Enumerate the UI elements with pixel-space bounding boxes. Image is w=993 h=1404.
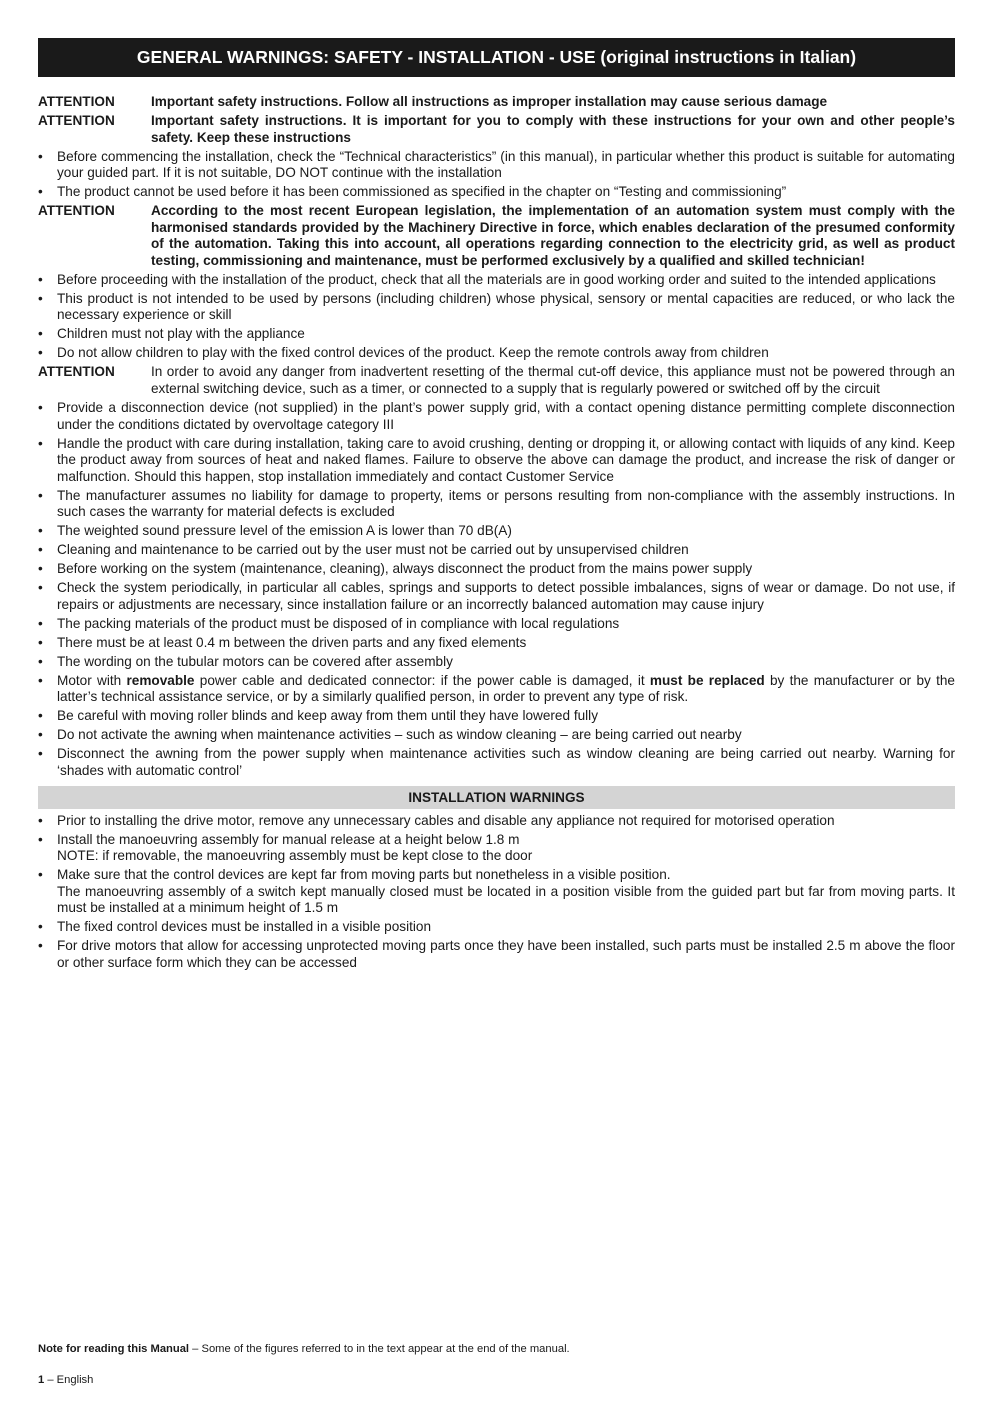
warning-item: [38, 580, 955, 613]
installation-item: [38, 867, 955, 917]
page-language: – English: [44, 1374, 94, 1386]
warning-text: [57, 673, 955, 706]
warning-item: [38, 345, 955, 362]
bullet-icon: •: [38, 653, 43, 669]
bullet-icon: •: [38, 561, 43, 577]
bullet-icon: •: [38, 812, 43, 828]
warning-item: [38, 635, 955, 652]
warning-item: [38, 727, 955, 744]
attention-block: [38, 364, 955, 397]
bullet-icon: •: [38, 400, 43, 415]
bullet-icon: •: [38, 523, 43, 539]
attention-block: [38, 203, 955, 269]
warning-text: Be careful with moving roller blinds and keep away from them until they have lowered fully: [57, 708, 598, 724]
bullet-icon: •: [38, 487, 43, 503]
bullet-icon: •: [38, 271, 43, 287]
installation-warnings-list: [38, 813, 955, 972]
bullet-icon: •: [38, 435, 43, 451]
emphasis-text: removable: [126, 672, 195, 688]
warning-text: Do not allow children to play with the fixed control devices of the product. Keep the remote controls away from children: [57, 345, 769, 361]
warning-text: Before proceeding with the installation of the product, check that all the materials are in good working order and suited to the intended applications: [57, 271, 936, 287]
installation-item: [38, 938, 955, 971]
warning-text: Handle the product with care during installation, taking care to avoid crushing, denting or dropping it, or allowing contact with liquids of any kind. Keep the product away from sources of heat and naked flames. Failure to observe the above can damage the product, and increase the risk of danger or malfunction. Should this happen, stop installation immediately and contact Customer Service: [57, 435, 955, 484]
installation-text-line: The manoeuvring assembly of a switch kept manually closed must be located in a position visible from the guided part but far from moving parts. It must be installed at a minimum height of 1.5 m: [57, 883, 955, 916]
warning-item: [38, 488, 955, 521]
general-warnings: [38, 94, 955, 971]
warning-text: The product cannot be used before it has been commissioned as specified in the chapter on “Testing and commissioning”: [57, 184, 787, 200]
bullet-icon: •: [38, 290, 43, 306]
page-number: 1: [38, 1374, 45, 1386]
warning-text: There must be at least 0.4 m between the driven parts and any fixed elements: [57, 634, 527, 650]
attention-label: ATTENTION: [38, 364, 115, 380]
document-page: [38, 38, 955, 974]
attention-text: Important safety instructions. It is important for you to comply with these instructions for your own and other people’s safety. Keep these instructions: [151, 112, 955, 145]
installation-text: [57, 832, 955, 865]
attention-label: ATTENTION: [38, 203, 115, 219]
installation-item: [38, 832, 955, 865]
bullet-icon: •: [38, 634, 43, 650]
warning-text: This product is not intended to be used by persons (including children) whose physical, sensory or mental capacities are reduced, or who lack the necessary experience or skill: [57, 290, 955, 323]
installation-warnings-heading: INSTALLATION WARNINGS: [38, 786, 955, 809]
warning-item: [38, 400, 955, 433]
bullet-icon: •: [38, 326, 43, 342]
attention-block: [38, 94, 955, 111]
warning-item: [38, 746, 955, 779]
warning-text-part: Motor with: [57, 672, 127, 688]
bullet-icon: •: [38, 672, 43, 688]
warning-text: Before working on the system (maintenance, cleaning), always disconnect the product from the mains power supply: [57, 561, 753, 577]
bullet-icon: •: [38, 727, 43, 743]
attention-label: ATTENTION: [38, 94, 115, 109]
warning-item: [38, 673, 955, 706]
attention-text: According to the most recent European legislation, the implementation of an automation system must comply with the harmonised standards provided by the Machinery Directive in force, which enables declaration of the presumed conformity of the automation. Taking this into account, all operations regarding connection to the electricity grid, as well as product testing, commissioning and maintenance, must be performed exclusively by a qualified and skilled technician!: [151, 203, 955, 268]
bullet-icon: •: [38, 919, 43, 935]
warning-text-part: power cable and dedicated connector: if the power cable is damaged, it: [194, 672, 650, 688]
installation-item: [38, 813, 955, 830]
bullet-icon: •: [38, 938, 43, 954]
warning-text: Check the system periodically, in particular all cables, springs and supports to detect possible imbalances, signs of wear or damage. Do not use, if repairs or adjustments are necessary, since installation failure or an incorrectly balanced automation may cause injury: [57, 580, 955, 612]
warning-text: The wording on the tubular motors can be covered after assembly: [57, 653, 453, 669]
installation-item: [38, 919, 955, 936]
attention-text: Important safety instructions. Follow all instructions as improper installation may cause serious damage: [151, 94, 828, 109]
page-footer: [38, 1374, 93, 1386]
installation-text: [57, 813, 955, 830]
installation-text: [57, 867, 955, 917]
page-title: GENERAL WARNINGS: SAFETY - INSTALLATION - USE (original instructions in Italian): [38, 38, 955, 77]
installation-text-line: Prior to installing the drive motor, remove any unnecessary cables and disable any appliance not required for motorised operation: [57, 812, 835, 828]
reading-note-label: Note for reading this Manual: [38, 1343, 190, 1355]
installation-text-line: For drive motors that allow for accessing unprotected moving parts once they have been installed, such parts must be installed 2.5 m above the floor or other surface form which they can be accessed: [57, 938, 955, 970]
warning-text: The weighted sound pressure level of the emission A is lower than 70 dB(A): [57, 523, 512, 539]
general-warnings-list: [38, 94, 955, 780]
attention-block: [38, 113, 955, 146]
warning-item: [38, 616, 955, 633]
installation-text-line: The fixed control devices must be installed in a visible position: [57, 919, 432, 935]
warning-text: The manufacturer assumes no liability for damage to property, items or persons resulting from non-compliance with the assembly instructions. In such cases the warranty for material defects is excluded: [57, 487, 955, 520]
bullet-icon: •: [38, 148, 43, 164]
warning-item: [38, 326, 955, 343]
installation-text: [57, 938, 955, 971]
bullet-icon: •: [38, 580, 43, 596]
warning-item: [38, 542, 955, 559]
reading-note-text: – Some of the figures referred to in the text appear at the end of the manual.: [189, 1343, 570, 1355]
reading-note: [38, 1343, 570, 1355]
warning-text: Disconnect the awning from the power supply when maintenance activities such as window cleaning are being carried out nearby. Warning for ‘shades with automatic control’: [57, 746, 955, 778]
installation-text-line: Make sure that the control devices are kept far from moving parts but nonetheless in a visible position.: [57, 867, 671, 883]
attention-text: In order to avoid any danger from inadvertent resetting of the thermal cut-off device, this appliance must not be powered through an external switching device, such as a timer, or connected to a supply that is regularly powered or switched off by the circuit: [151, 364, 955, 397]
warning-item: [38, 708, 955, 725]
installation-text-line: Install the manoeuvring assembly for manual release at a height below 1.8 m: [57, 831, 520, 847]
warning-text: Provide a disconnection device (not supplied) in the plant’s power supply grid, with a contact opening distance permitting complete disconnection under the conditions dictated by overvoltage category III: [57, 400, 955, 432]
warning-item: [38, 149, 955, 182]
warning-item: [38, 291, 955, 324]
bullet-icon: •: [38, 542, 43, 558]
bullet-icon: •: [38, 345, 43, 361]
bullet-icon: •: [38, 184, 43, 200]
emphasis-text: must be replaced: [649, 672, 765, 688]
warning-text: Do not activate the awning when maintenance activities – such as window cleaning – are being carried out nearby: [57, 727, 742, 743]
warning-text: The packing materials of the product must be disposed of in compliance with local regulations: [57, 615, 620, 631]
warning-text: Before commencing the installation, check the “Technical characteristics” (in this manual), in particular whether this product is suitable for automating your guided part. If it is not suitable, DO NOT continue with the installation: [57, 148, 955, 181]
warning-item: [38, 523, 955, 540]
warning-text-part: by the manufacturer or by the latter’s technical assistance service, or by a similarly qualified person, in order to prevent any type of risk.: [57, 672, 955, 705]
bullet-icon: •: [38, 867, 43, 883]
warning-item: [38, 184, 955, 201]
installation-text-line: NOTE: if removable, the manoeuvring assembly must be kept close to the door: [57, 848, 533, 864]
bullet-icon: •: [38, 615, 43, 631]
warning-item: [38, 272, 955, 289]
bullet-icon: •: [38, 831, 43, 847]
warning-item: [38, 561, 955, 578]
bullet-icon: •: [38, 746, 43, 762]
warning-text: Children must not play with the appliance: [57, 326, 305, 342]
installation-text: [57, 919, 955, 936]
warning-item: [38, 436, 955, 486]
bullet-icon: •: [38, 708, 43, 724]
attention-label: ATTENTION: [38, 112, 115, 128]
warning-item: [38, 654, 955, 671]
warning-text: Cleaning and maintenance to be carried out by the user must not be carried out by unsupervised children: [57, 542, 689, 558]
